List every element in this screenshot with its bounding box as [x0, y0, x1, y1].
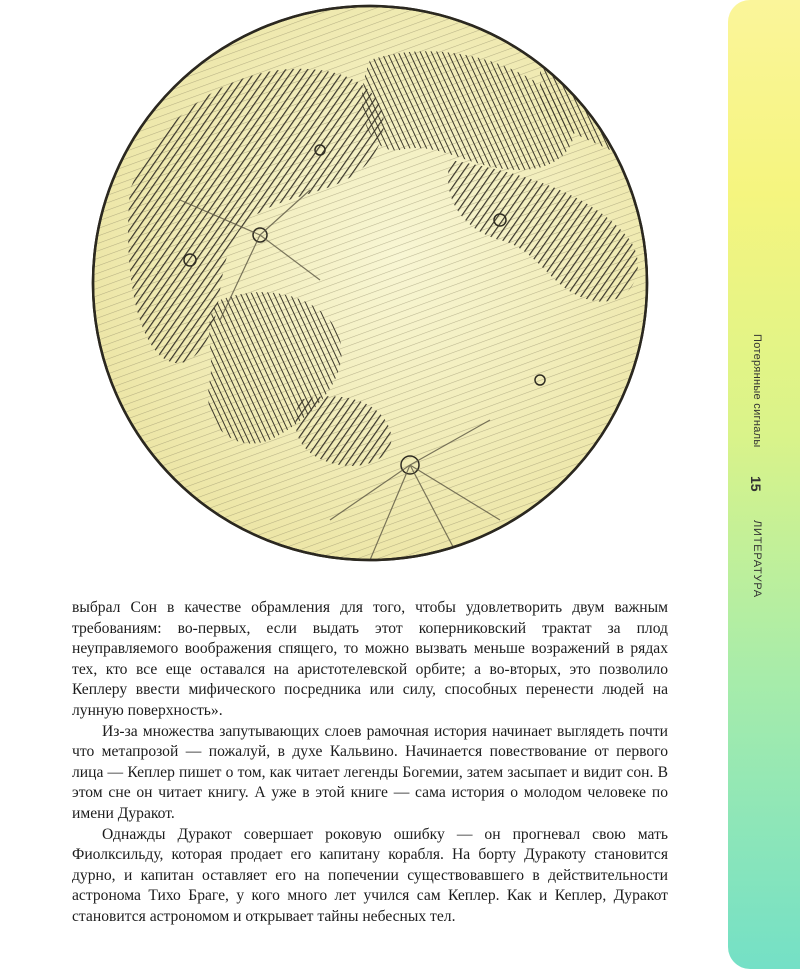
moon-illustration	[70, 0, 670, 570]
paragraph-1: выбрал Сон в качестве обрамления для того, чтобы удовлетворить двум важным требованиям: во-первых, если выдать этот коперниковский трактат за плод неуправляемого воображения спящего, то можно вызвать меньше возражений в рядах тех, кто все еще оставался на аристотелевской орбите; а во-вторых, это позволило Кеплеру ввести мифического посредника или силу, способных перенести людей на лунную поверхность».	[72, 599, 668, 719]
paragraph-2: Из-за множества запутывающих слоев рамочная история начинает выглядеть почти что метапрозой — пожалуй, в духе Кальвино. Начинается повествование от первого лица — Кеплер пишет о том, как читает легенды Богемии, затем засыпает и видит сон. В этом сне он читает книгу. А уже в этой книге — сама история о молодом человеке по имени Дуракот.	[72, 722, 668, 822]
paragraph-3: Однажды Дуракот совершает роковую ошибку — он прогневал свою мать Фиолксильду, которая продает его капитану корабля. На борту Дуракоту становится дурно, и капитан оставляет его на попечении существовавшего в действительности астронома Тихо Браге, у кого много лет учился сам Кеплер. Как и Кеплер, Дуракот становится астрономом и открывает тайны небесных тел.	[72, 825, 668, 925]
moon-icon	[70, 0, 670, 570]
section-side-tab	[728, 0, 800, 969]
page-number: 15	[748, 476, 764, 492]
article-body	[72, 598, 668, 928]
rubric-label: Потерянные сигналы	[751, 334, 763, 448]
section-label: ЛИТЕРАТУРА	[751, 520, 763, 598]
